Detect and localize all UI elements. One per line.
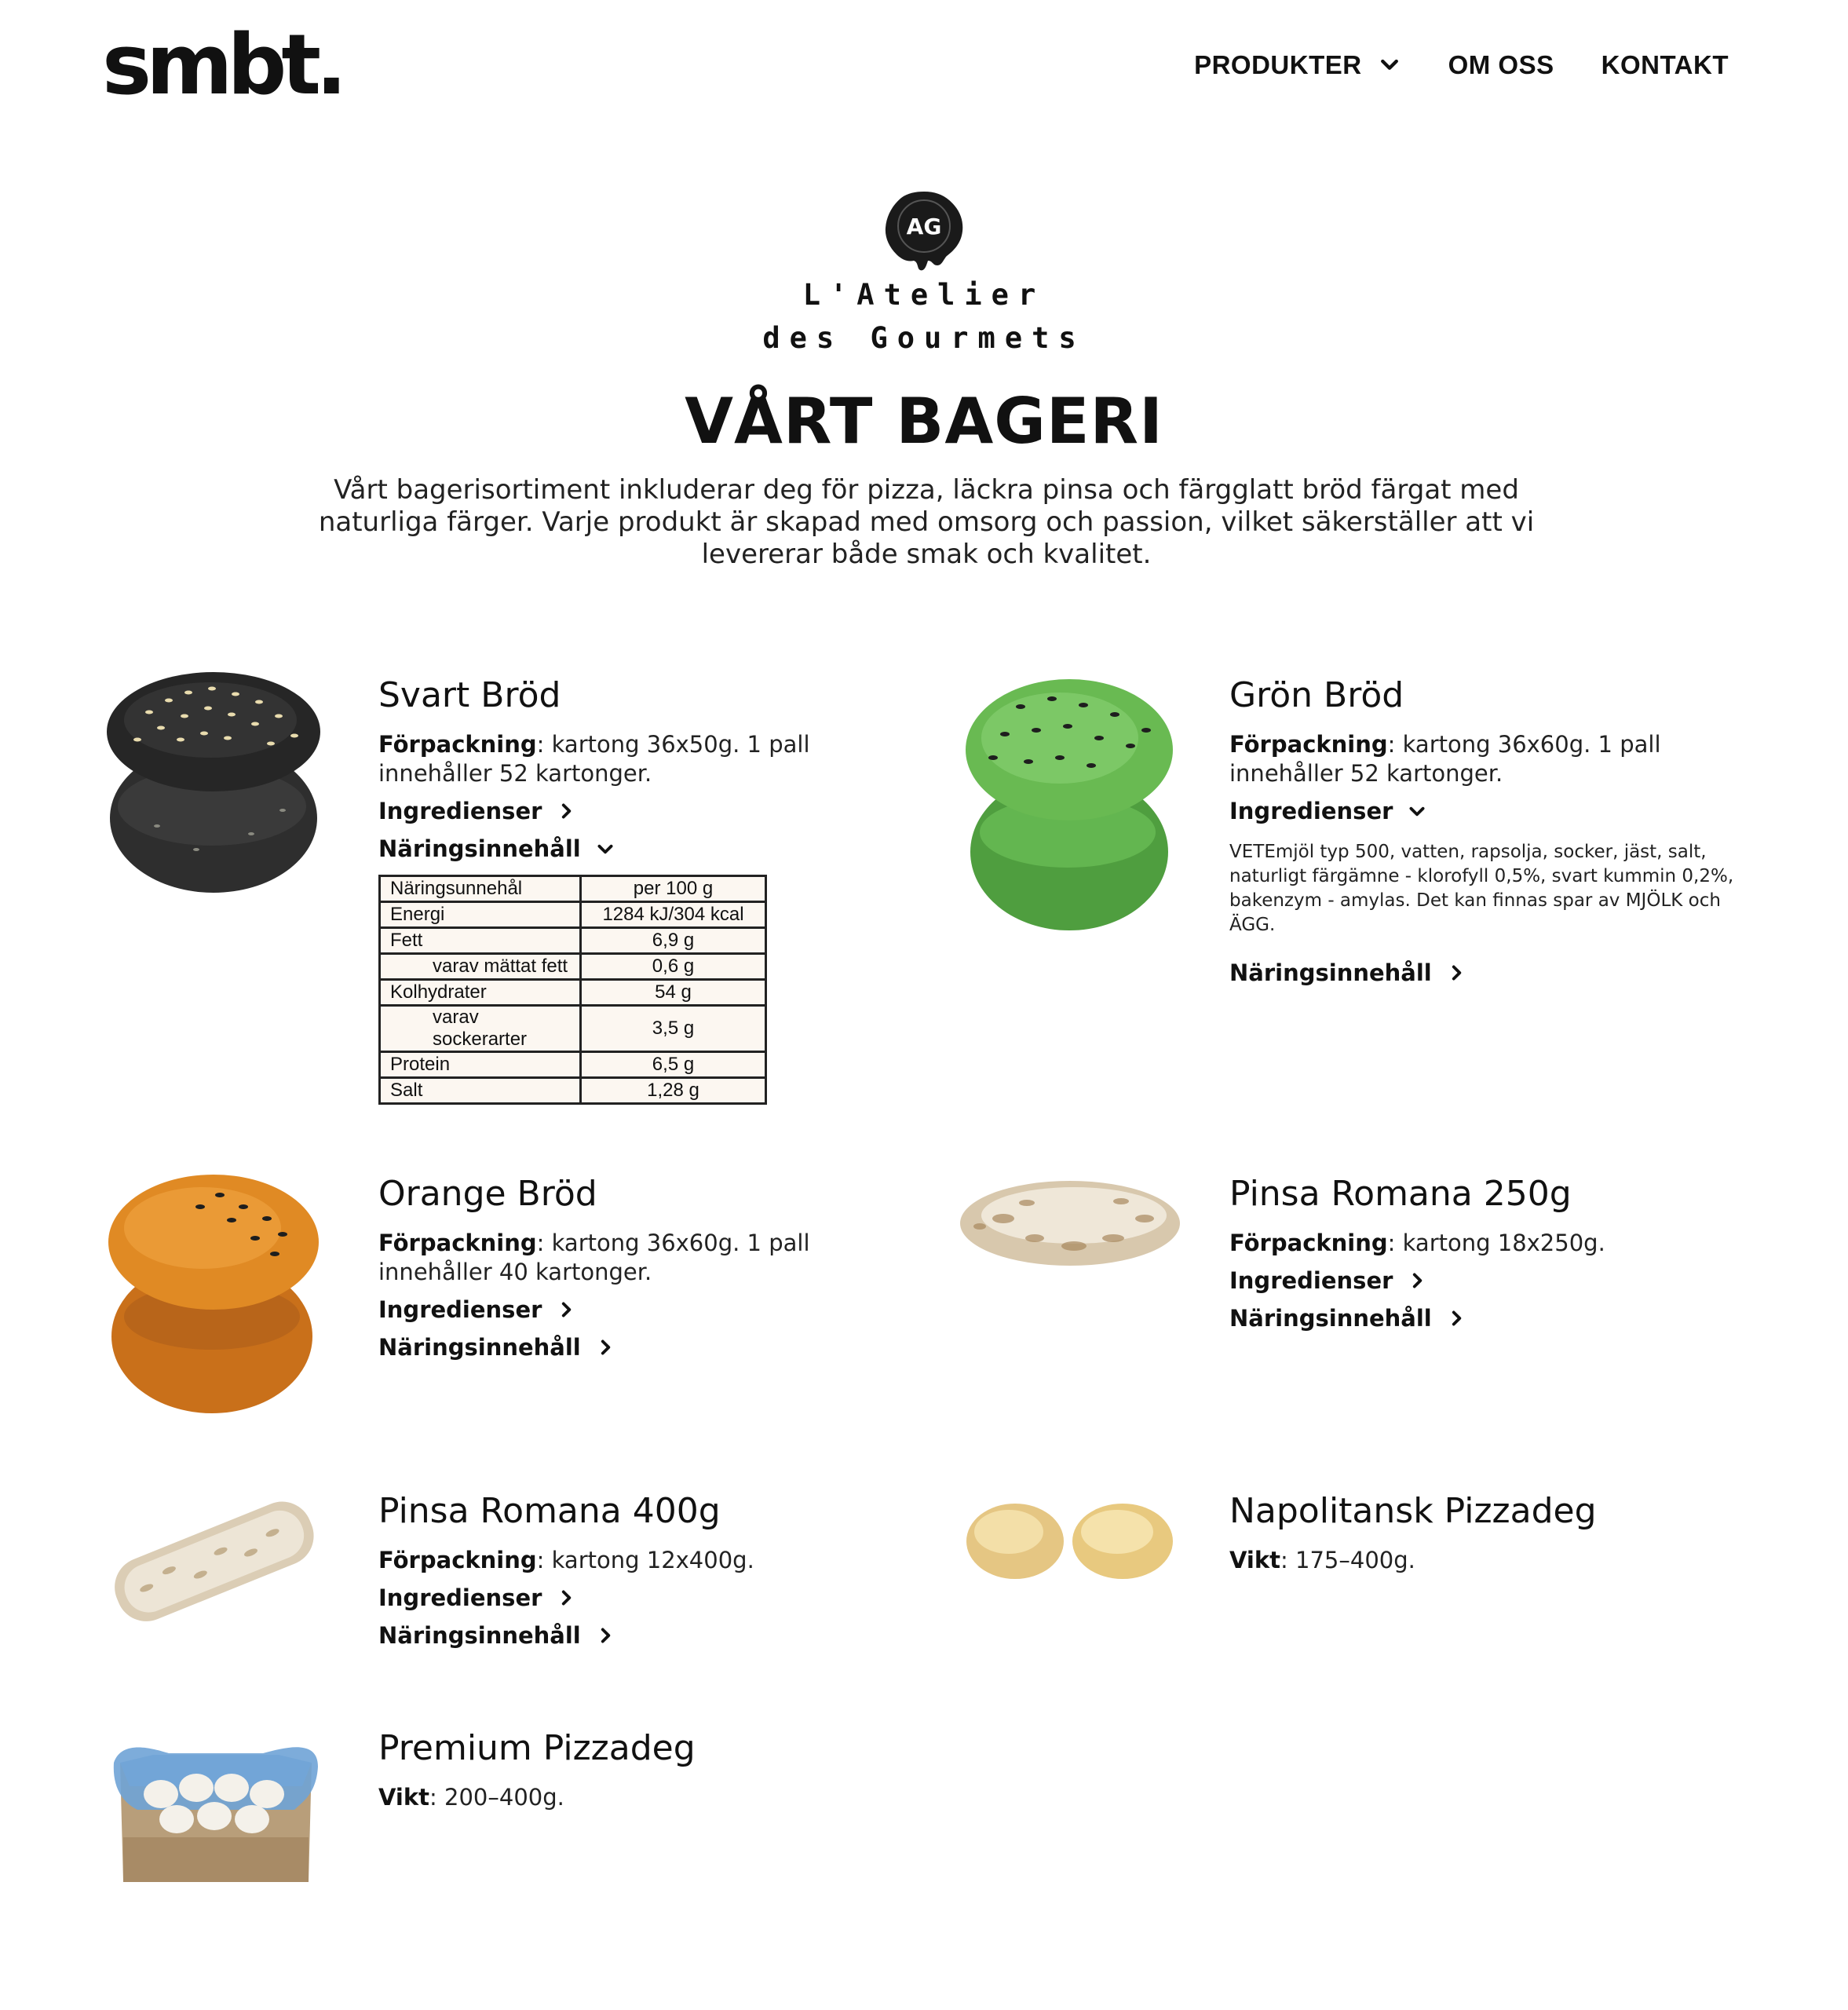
- product-image-svart-brod: [102, 669, 326, 904]
- table-cell: varav mättat fett: [380, 954, 581, 980]
- product-image-gron-brod: [958, 675, 1181, 934]
- wax-seal-icon: [881, 187, 967, 273]
- table-cell: 6,5 g: [581, 1052, 766, 1078]
- table-cell: Salt: [380, 1078, 581, 1104]
- toggle-label: Näringsinnehåll: [378, 1622, 581, 1650]
- nutrition-toggle[interactable]: [1229, 958, 1763, 988]
- nav-item-label: KONTAKT: [1601, 50, 1729, 79]
- nav-item-om-oss[interactable]: [1448, 50, 1554, 80]
- table-row: [380, 1052, 766, 1078]
- brand-logo: [0, 187, 1848, 360]
- nutrition-table: [378, 875, 767, 1105]
- nav-item-kontakt[interactable]: [1601, 50, 1729, 80]
- table-cell: 0,6 g: [581, 954, 766, 980]
- product-weight: [378, 1783, 818, 1812]
- table-header-cell: per 100 g: [581, 876, 766, 902]
- nutrition-toggle[interactable]: [378, 1621, 818, 1650]
- table-row: [380, 902, 766, 928]
- chevron-right-icon: [556, 1299, 576, 1320]
- chevron-right-icon: [595, 1625, 615, 1646]
- brand-line-2: des Gourmets: [762, 321, 1086, 355]
- packaging-label: Förpackning: [1229, 731, 1388, 758]
- packaging-value: : kartong 36x60g. 1 pall innehåller 52 kartonger.: [1229, 731, 1661, 788]
- ingredients-toggle[interactable]: [378, 796, 818, 826]
- chevron-right-icon: [1407, 1270, 1427, 1291]
- product-info: [378, 677, 818, 1105]
- table-cell: 1,28 g: [581, 1078, 766, 1104]
- nutrition-toggle[interactable]: [378, 834, 818, 864]
- product-info: [1229, 1493, 1763, 1575]
- chevron-down-icon: [1378, 53, 1401, 77]
- main-nav: [1194, 50, 1729, 80]
- packaging-value: : kartong 18x250g.: [1387, 1230, 1605, 1257]
- nav-item-produkter[interactable]: [1194, 50, 1401, 80]
- page-title: VÅRT BAGERI: [685, 385, 1163, 458]
- product-name: Orange Bröd: [378, 1174, 597, 1214]
- nutrition-toggle[interactable]: [378, 1332, 818, 1362]
- brand-line-1: L'Atelier: [802, 278, 1046, 312]
- ingredients-toggle[interactable]: [1229, 796, 1763, 826]
- table-cell: Protein: [380, 1052, 581, 1078]
- table-row: [380, 1006, 766, 1052]
- table-header-row: [380, 876, 766, 902]
- table-cell: 54 g: [581, 980, 766, 1006]
- chevron-down-icon: [1407, 801, 1427, 821]
- packaging-label: Förpackning: [1229, 1230, 1388, 1257]
- chevron-right-icon: [1446, 963, 1466, 983]
- chevron-down-icon: [595, 839, 615, 859]
- ingredients-toggle[interactable]: [378, 1583, 818, 1613]
- table-cell: varav sockerarter: [380, 1006, 581, 1052]
- product-name: Pinsa Romana 250g: [1229, 1174, 1572, 1214]
- table-cell: 1284 kJ/304 kcal: [581, 902, 766, 928]
- ingredients-toggle[interactable]: [1229, 1266, 1763, 1296]
- product-packaging: [1229, 730, 1669, 788]
- product-image-pinsa-250: [956, 1171, 1184, 1274]
- chevron-right-icon: [1446, 1308, 1466, 1328]
- weight-label: Vikt: [1229, 1547, 1281, 1574]
- toggle-label: Näringsinnehåll: [378, 835, 581, 863]
- table-row: [380, 928, 766, 954]
- product-info: [1229, 1175, 1763, 1333]
- chevron-right-icon: [556, 801, 576, 821]
- table-cell: Fett: [380, 928, 581, 954]
- product-weight: [1229, 1546, 1763, 1575]
- product-image-napolitansk-pizzadeg: [962, 1496, 1178, 1582]
- toggle-label: Ingredienser: [1229, 1267, 1393, 1295]
- packaging-label: Förpackning: [378, 731, 537, 758]
- product-name: Grön Bröd: [1229, 675, 1404, 715]
- table-row: [380, 954, 766, 980]
- toggle-label: Ingredienser: [1229, 798, 1393, 825]
- product-info: [1229, 677, 1763, 988]
- ingredients-toggle[interactable]: [378, 1295, 818, 1325]
- logo-dot: .: [316, 16, 348, 113]
- product-packaging: [378, 730, 818, 788]
- seal-text: AG: [906, 214, 942, 239]
- table-cell: Energi: [380, 902, 581, 928]
- table-header-cell: Näringsunnehål: [380, 876, 581, 902]
- packaging-label: Förpackning: [378, 1547, 537, 1574]
- product-image-premium-pizzadeg: [106, 1731, 326, 1888]
- chevron-right-icon: [595, 1337, 615, 1358]
- toggle-label: Ingredienser: [378, 1584, 542, 1612]
- product-info: [378, 1730, 818, 1812]
- nav-item-label: OM OSS: [1448, 50, 1554, 79]
- toggle-label: Ingredienser: [378, 798, 542, 825]
- product-packaging: [378, 1229, 818, 1287]
- packaging-value: : kartong 36x60g. 1 pall innehåller 40 kartonger.: [378, 1230, 810, 1286]
- product-packaging: [378, 1546, 818, 1575]
- logo-text: smbt: [102, 16, 316, 113]
- weight-label: Vikt: [378, 1784, 430, 1811]
- packaging-value: : kartong 36x50g. 1 pall innehåller 52 kartonger.: [378, 731, 810, 788]
- toggle-label: Näringsinnehåll: [378, 1334, 581, 1361]
- product-info: [378, 1175, 818, 1362]
- ingredients-text: VETEmjöl typ 500, vatten, rapsolja, socker, jäst, salt, naturligt färgämne - klorofyll 0,5%, svart kummin 0,2%, bakenzym - amylas. Det kan finnas spar av MJÖLK och ÄGG.: [1229, 842, 1734, 936]
- table-cell: 3,5 g: [581, 1006, 766, 1052]
- weight-value: : 175–400g.: [1280, 1547, 1415, 1574]
- toggle-label: Näringsinnehåll: [1229, 1305, 1432, 1332]
- table-cell: 6,9 g: [581, 928, 766, 954]
- table-row: [380, 980, 766, 1006]
- product-image-pinsa-400: [102, 1490, 326, 1632]
- site-logo[interactable]: [102, 16, 348, 113]
- product-name: Premium Pizzadeg: [378, 1728, 696, 1768]
- product-name: Svart Bröd: [378, 675, 561, 715]
- packaging-label: Förpackning: [378, 1230, 537, 1257]
- chevron-right-icon: [556, 1588, 576, 1608]
- nav-item-label: PRODUKTER: [1194, 50, 1362, 79]
- toggle-label: Näringsinnehåll: [1229, 959, 1432, 987]
- toggle-label: Ingredienser: [378, 1296, 542, 1324]
- product-packaging: [1229, 1229, 1763, 1258]
- table-row: [380, 1078, 766, 1104]
- product-image-orange-brod: [102, 1171, 326, 1415]
- intro-text: Vårt bagerisortiment inkluderar deg för pizza, läckra pinsa och färgglatt bröd färgat med naturliga färger. Varje produkt är skapad med omsorg och passion, vilket säkerställer att vi levererar både smak och kvalitet.: [318, 474, 1535, 570]
- weight-value: : 200–400g.: [429, 1784, 564, 1811]
- packaging-value: : kartong 12x400g.: [536, 1547, 754, 1574]
- product-info: [378, 1493, 818, 1650]
- nutrition-toggle[interactable]: [1229, 1303, 1763, 1333]
- product-name: Pinsa Romana 400g: [378, 1491, 721, 1531]
- product-name: Napolitansk Pizzadeg: [1229, 1491, 1597, 1531]
- table-cell: Kolhydrater: [380, 980, 581, 1006]
